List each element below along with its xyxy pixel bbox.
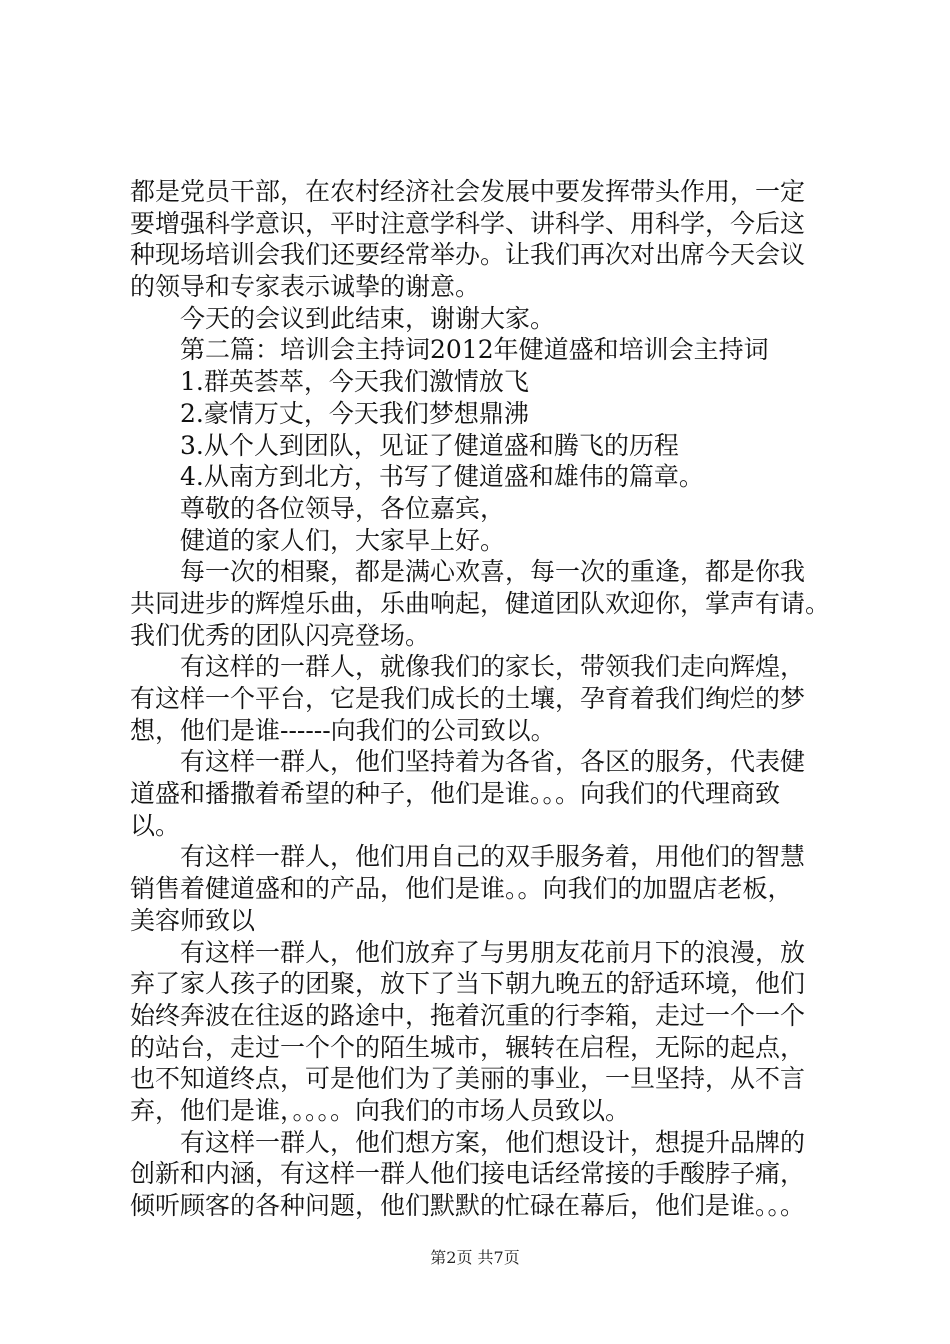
text-line: 有这样一个平台，它是我们成长的土壤，孕育着我们绚烂的梦	[130, 684, 806, 713]
text-line: 以。	[130, 810, 181, 840]
text-line: 的站台，走过一个个的陌生城市，辗转在启程，无际的起点，	[130, 1032, 806, 1062]
text-line: 3.从个人到团队，见证了健道盛和腾飞的历程	[180, 430, 679, 460]
text-line: 有这样一群人，他们坚持着为各省，各区的服务，代表健	[180, 747, 806, 777]
text-line: 创新和内涵，有这样一群人他们接电话经常接的手酸脖子痛，	[130, 1159, 806, 1189]
text-line: 有这样一群人，他们想方案，他们想设计，想提升品牌的	[180, 1127, 806, 1157]
text-line: 也不知道终点，可是他们为了美丽的事业，一旦坚持，从不言	[130, 1064, 806, 1094]
text-line: 想，他们是谁------向我们的公司致以。	[130, 715, 556, 745]
text-line: 1.群英荟萃，今天我们激情放飞	[180, 367, 529, 397]
text-line: 4.从南方到北方，书写了健道盛和雄伟的篇章。	[180, 462, 704, 492]
text-line: 2.豪情万丈，今天我们梦想鼎沸	[180, 398, 529, 428]
text-line: 今天的会议到此结束，谢谢大家。	[180, 303, 556, 333]
text-line: 弃，他们是谁，。。。。向我们的市场人员致以。	[130, 1095, 631, 1125]
text-line: 弃了家人孩子的团聚，放下了当下朝九晚五的舒适环境，他们	[130, 969, 806, 999]
text-line: 第二篇：培训会主持词2012年健道盛和培训会主持词	[180, 335, 769, 365]
text-line: 要增强科学意识，平时注意学科学、讲科学、用科学，今后这	[130, 208, 806, 238]
text-line: 始终奔波在往返的路途中，拖着沉重的行李箱，走过一个一个	[130, 1000, 806, 1030]
text-line: 尊敬的各位领导，各位嘉宾，	[180, 493, 506, 523]
text-line: 倾听顾客的各种问题，他们默默的忙碌在幕后，他们是谁。。。	[130, 1191, 806, 1220]
text-line: 健道的家人们，大家早上好。	[180, 525, 506, 555]
document-body	[130, 176, 850, 1222]
text-line: 每一次的相聚，都是满心欢喜，每一次的重逢，都是你我	[180, 557, 806, 587]
text-line: 道盛和播撒着希望的种子，他们是谁。。。向我们的代理商致	[130, 779, 781, 809]
text-line: 的领导和专家表示诚挚的谢意。	[130, 272, 481, 302]
text-line: 我们优秀的团队闪亮登场。	[130, 620, 431, 650]
text-line: 都是党员干部，在农村经济社会发展中要发挥带头作用，一定	[130, 177, 806, 206]
text-line: 有这样一群人，他们放弃了与男朋友花前月下的浪漫，放	[180, 937, 806, 967]
text-line: 共同进步的辉煌乐曲，乐曲响起，健道团队欢迎你，掌声有请。	[130, 588, 831, 618]
text-line: 有这样的一群人，就像我们的家长，带领我们走向辉煌，	[180, 652, 806, 682]
page-footer: 第2页 共7页	[430, 1248, 520, 1267]
text-line: 有这样一群人，他们用自己的双手服务着，用他们的智慧	[180, 842, 806, 872]
text-line: 美容师致以	[130, 905, 256, 935]
text-line: 种现场培训会我们还要经常举办。让我们再次对出席今天会议	[130, 240, 806, 270]
text-line: 销售着健道盛和的产品，他们是谁。。向我们的加盟店老板，	[130, 874, 793, 904]
